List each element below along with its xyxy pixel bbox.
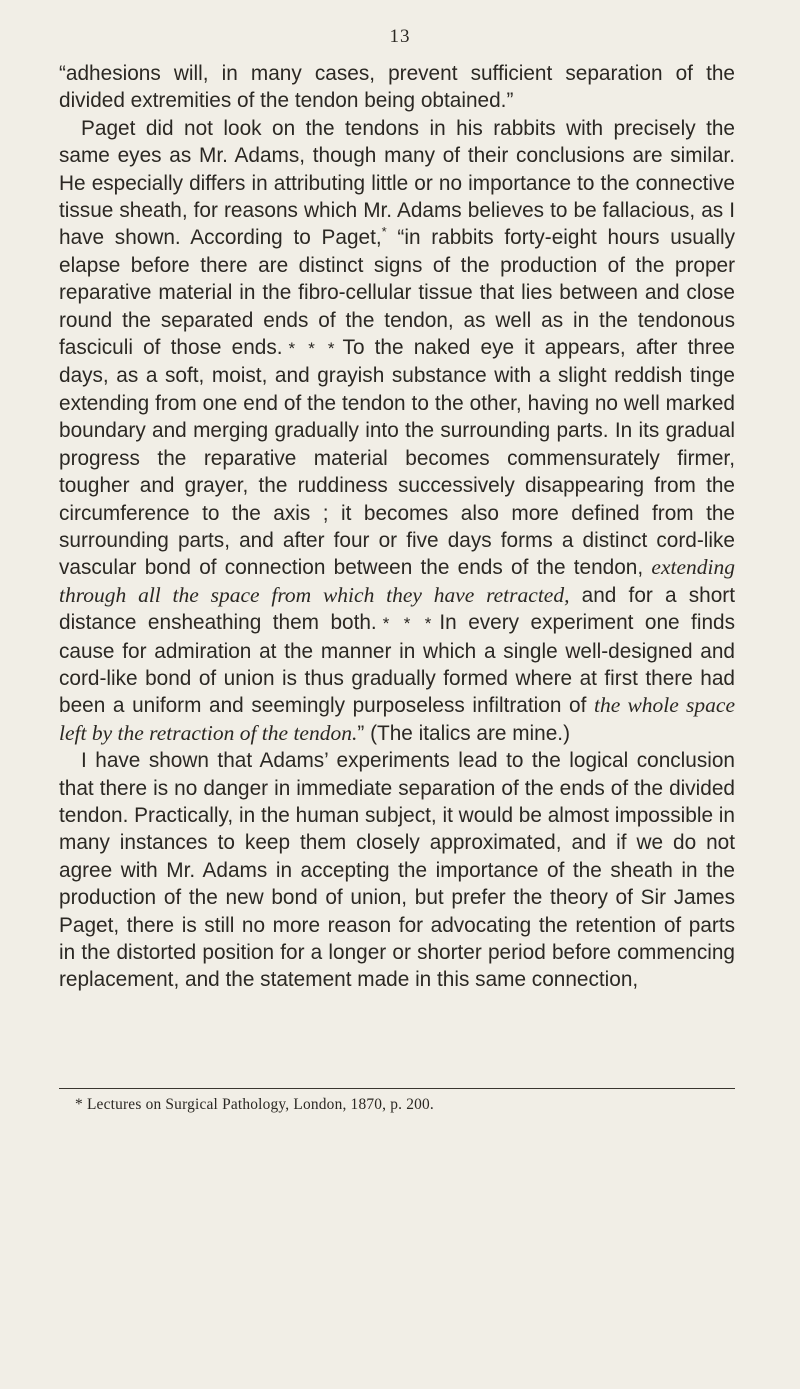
body-text [59, 60, 735, 994]
paget-text-a: Paget did not look on the tendons in his rabbits with precisely the same eyes as Mr. Adams, though many of their conclusions are similar. He especially differs in attributing little or no importance to the connective tissue sheath, for reasons which Mr. Adams believes to be fallacious, as I have shown. According to Paget, [59, 116, 735, 250]
paragraph-quote-end: “adhesions will, in many cases, prevent sufficient separation of the divided extremities of the tendon being obtained.” [59, 62, 735, 113]
footnote-reference: * [381, 224, 387, 240]
paget-text-e: In every experiment one finds cause for admiration at the manner in which a single well-designed and cord-like bond of union is thus gradually formed where at first there had been a uniform and seemingly purposeless infiltration of [59, 611, 735, 718]
paget-text-d: and for a short distance ensheathing them both. [59, 583, 735, 635]
italic-emphasis: the whole space left by the retraction of the tendon. [59, 693, 735, 745]
ellipsis-stars: * * * [288, 339, 337, 359]
page-number: 13 [389, 26, 411, 47]
italic-emphasis: extending through all the space from which they have retracted, [59, 555, 735, 607]
paget-text-b: “in rabbits forty-eight hours usually elapse before there are distinct signs of the production of the proper reparative material in the fibro-cellular tissue that lies between and close round the separated ends of the tendon, as well as in the tendonous fasciculi of those ends. [59, 226, 736, 360]
footnote-divider [59, 1088, 735, 1089]
paragraph-conclusion: I have shown that Adams’ experiments lead to the logical conclusion that there is no danger in immediate separation of the ends of the divided tendon. Practically, in the human subject, it would be almost impossible in many instances to keep them closely approximated, and if we do not agree with Mr. Adams in accepting the importance of the sheath in the production of the new bond of union, but prefer the theory of Sir James Paget, there is still no more reason for advocating the retention of parts in the distorted position for a longer or shorter period before commencing replacement, and the statement made in this same connection, [59, 749, 735, 992]
paragraph-paget [59, 115, 735, 747]
footnote: * Lectures on Surgical Pathology, London, 1870, p. 200. [75, 1096, 434, 1113]
paget-text-f: ” (The italics are mine.) [357, 721, 570, 745]
paget-text-c: To the naked eye it appears, after three days, as a soft, moist, and grayish substance with a slight reddish tinge extending from one end of the tendon to the other, having no well marked boundary and merging gradually into the surrounding parts. In its gradual progress the reparative material becomes commensurately firmer, tougher and grayer, the ruddiness successively disappearing from the circumference to the axis ; it becomes also more defined from the surrounding parts, and after four or five days forms a distinct cord-like vascular bond of connection between the ends of the tendon, [59, 336, 735, 580]
ellipsis-stars: * * * [382, 614, 434, 634]
